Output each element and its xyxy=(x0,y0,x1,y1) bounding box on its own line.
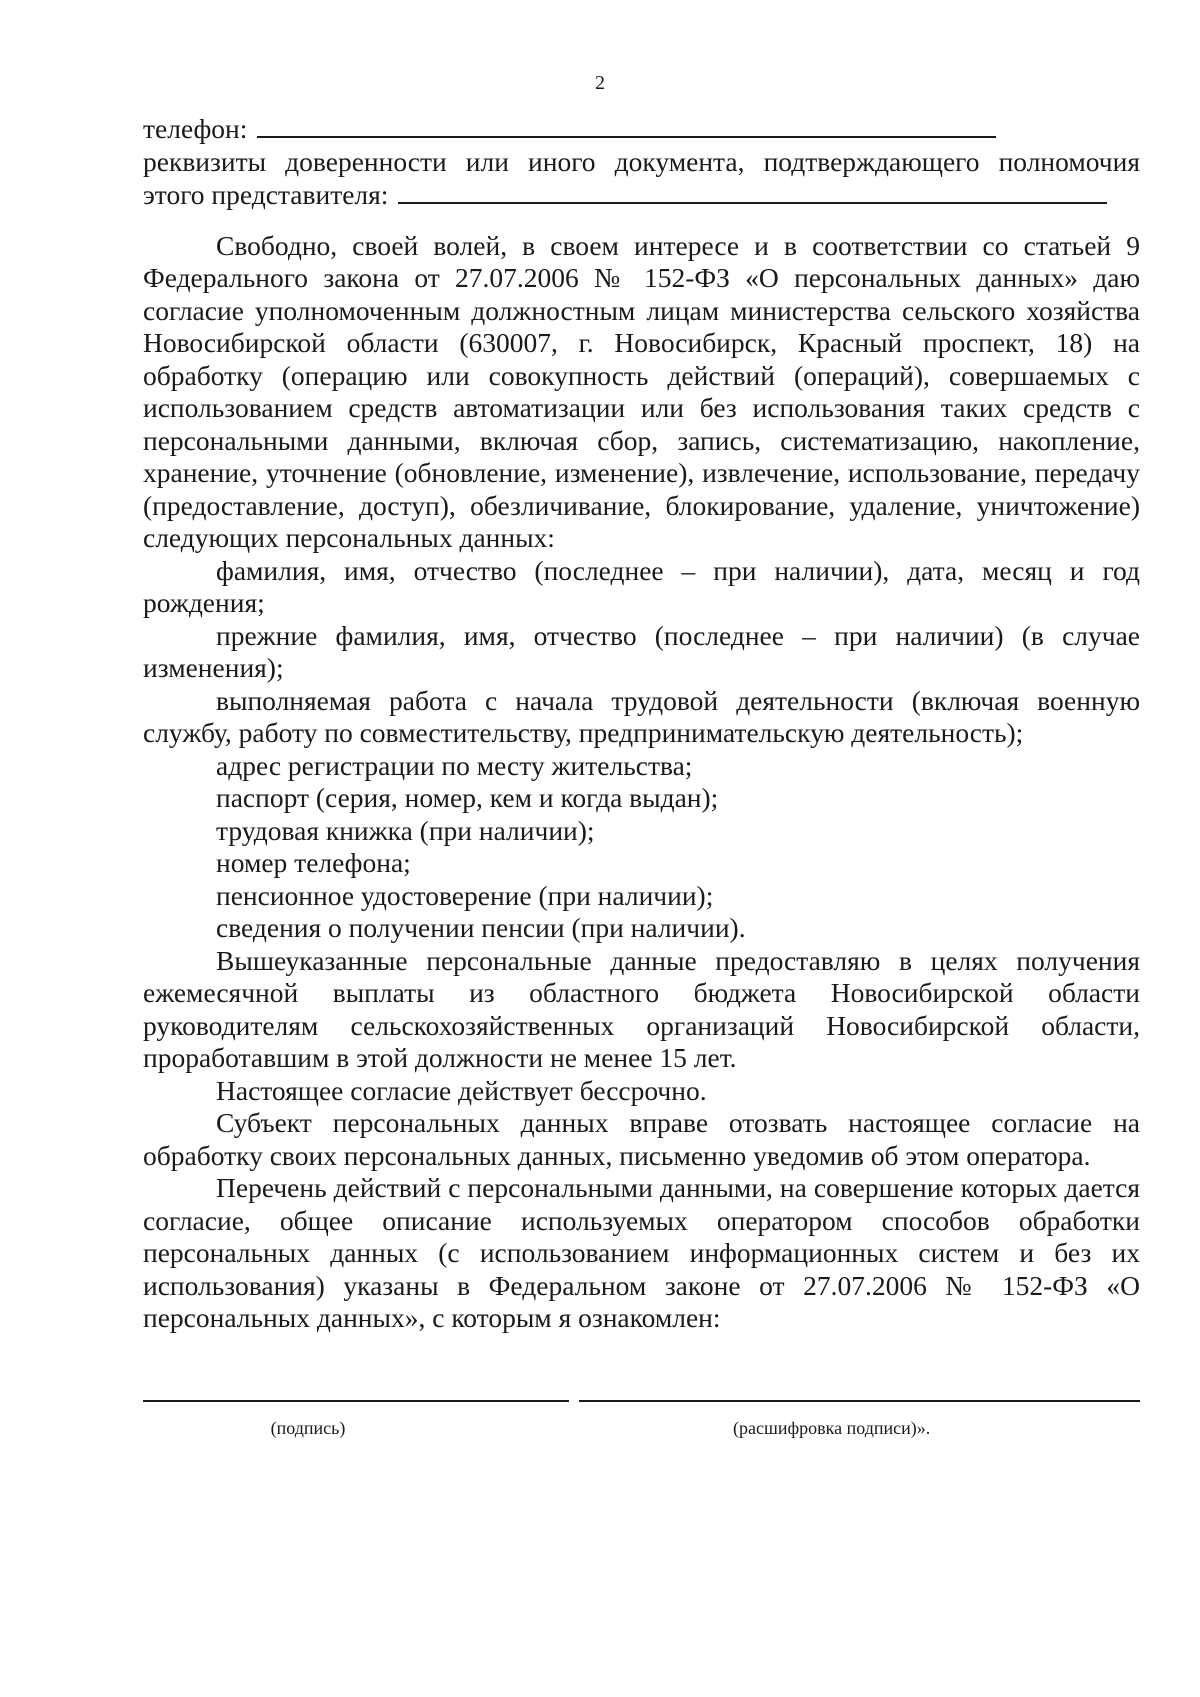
actions-paragraph: Перечень действий с персональными данными, на совершение которых дается согласие, общее описание используемых оператором способов обработки персональных данных (с использованием информационных систем и без их использования) указаны в Федеральном законе от 27.07.2006 № 152-ФЗ «О персональных данных», с которым я ознакомлен: xyxy=(143,1172,1140,1333)
proxy-field xyxy=(143,178,1140,212)
list-item: паспорт (серия, номер, кем и когда выдан); xyxy=(216,782,719,813)
purpose-paragraph: Вышеуказанные персональные данные предоставляю в целях получения ежемесячной выплаты из областного бюджета Новосибирской области руководителям сельскохозяйственных организаций Новосибирской области, проработавшим в этой должности не менее 15 лет. xyxy=(143,944,1140,1073)
list-item: пенсионное удостоверение (при наличии); xyxy=(216,879,714,911)
signature-decoding-line[interactable] xyxy=(579,1400,1140,1402)
signature-line[interactable] xyxy=(143,1400,569,1402)
list-item: трудовая книжка (при наличии); xyxy=(216,814,595,846)
revocation-paragraph: Субъект персональных данных вправе отозвать настоящее согласие на обработку своих персональных данных, письменно уведомив об этом оператора. xyxy=(143,1107,1140,1171)
validity-paragraph: Настоящее согласие действует бессрочно. xyxy=(216,1074,707,1106)
consent-paragraph: Свободно, своей волей, в своем интересе и в соответствии со статьей 9 Федерального закона от 27.07.2006 № 152-ФЗ «О персональных данных» даю согласие уполномоченным должностным лицам министерства сельского хозяйства Новосибирской области (630007, г. Новосибирск, Красный проспект, 18) на обработку (операцию или совокупность действий (операций), совершаемых с использованием средств автоматизации или без использования таких средств с персональными данными, включая сбор, запись, систематизацию, накопление, хранение, уточнение (обновление, изменение), извлечение, использование, передачу (предоставление, доступ), обезличивание, блокирование, удаление, уничтожение) следующих персональных данных: xyxy=(143,229,1140,553)
phone-field xyxy=(143,112,1140,146)
proxy-label: этого представителя: xyxy=(143,179,389,210)
list-item: адрес регистрации по месту жительства; xyxy=(216,749,693,781)
list-item: выполняемая работа с начала трудовой деятельности (включая военную службу, работу по совместительству, предпринимательскую деятельность); xyxy=(143,684,1140,748)
list-item: прежние фамилия, имя, отчество (последнее – при наличии) (в случае изменения); xyxy=(143,619,1140,683)
personal-data-list xyxy=(143,555,1140,945)
proxy-requisites-line: реквизиты доверенности или иного документа, подтверждающего полномочия xyxy=(143,145,1140,177)
phone-label: телефон: xyxy=(143,113,248,144)
signature-label: (подпись) xyxy=(270,1418,346,1438)
document-body xyxy=(143,112,1140,1335)
list-item: номер телефона; xyxy=(216,847,411,878)
list-item: сведения о получении пенсии (при наличии). xyxy=(216,912,746,943)
proxy-blank-line xyxy=(398,178,1107,204)
page-number: 2 xyxy=(595,72,605,94)
signature-decoding-label: (расшифровка подписи)». xyxy=(733,1418,931,1438)
list-item: фамилия, имя, отчество (последнее – при наличии), дата, месяц и год рождения; xyxy=(143,554,1140,618)
phone-blank-line xyxy=(257,112,996,138)
